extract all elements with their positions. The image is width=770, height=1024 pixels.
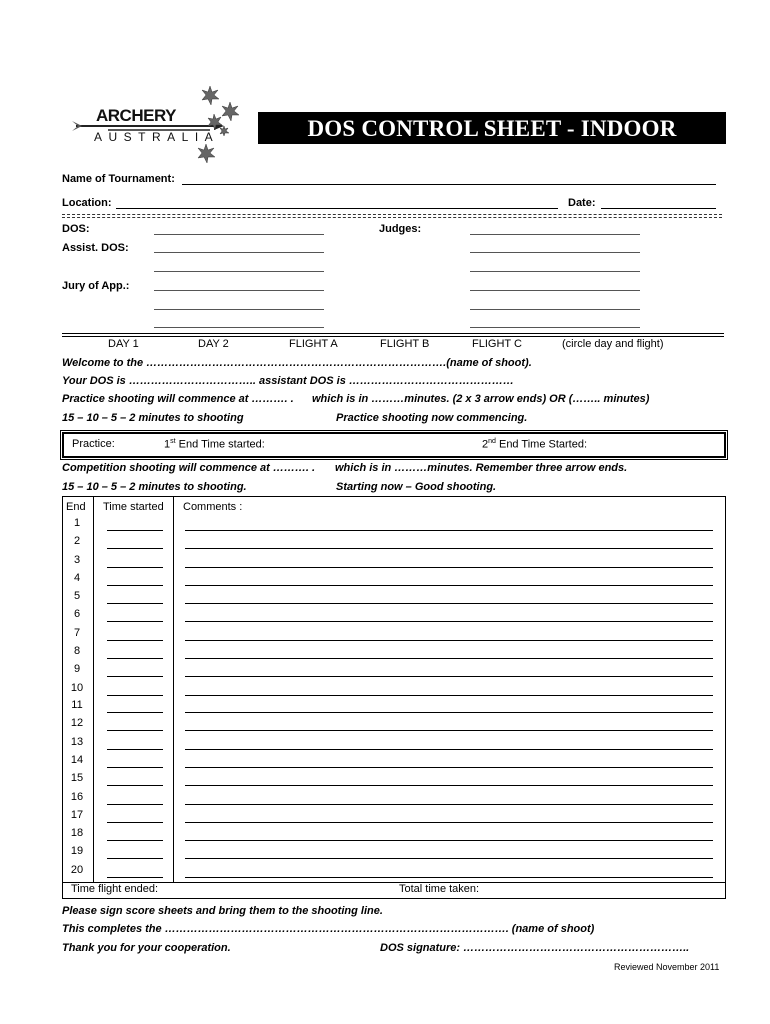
comment-field[interactable] (185, 621, 713, 622)
time-started-field[interactable] (107, 695, 163, 696)
time-started-field[interactable] (107, 749, 163, 750)
col-time-header: Time started (103, 501, 164, 513)
countdown-practice: 15 – 10 – 5 – 2 minutes to shooting (62, 412, 244, 424)
time-flight-ended[interactable]: Time flight ended: (71, 883, 159, 895)
completes-line: This completes the …………………………………………………………………………………. (name of shoot) (62, 923, 595, 935)
practice-box (62, 432, 726, 458)
end-number: 12 (70, 717, 84, 729)
end-number: 7 (73, 627, 81, 639)
practice-now-line: Practice shooting now commencing. (336, 412, 528, 424)
assist-dos-field[interactable] (154, 252, 324, 253)
judges-field[interactable] (470, 271, 640, 272)
logo-line1: ARCHERY (96, 106, 176, 125)
comp-commence-line: Competition shooting will commence at ………. . (62, 462, 316, 474)
time-started-field[interactable] (107, 804, 163, 805)
location-label: Location: (62, 197, 112, 209)
tournament-label: Name of Tournament: (62, 173, 175, 185)
circle-note: (circle day and flight) (562, 338, 664, 350)
time-started-field[interactable] (107, 658, 163, 659)
comment-field[interactable] (185, 585, 713, 586)
end-number: 4 (73, 572, 81, 584)
option-flight-a[interactable]: FLIGHT A (289, 338, 338, 350)
time-started-field[interactable] (107, 785, 163, 786)
star-icon (220, 126, 229, 136)
comment-field[interactable] (185, 785, 713, 786)
comment-field[interactable] (185, 548, 713, 549)
comment-field[interactable] (185, 877, 713, 878)
star-icon (202, 86, 219, 105)
option-day1[interactable]: DAY 1 (108, 338, 139, 350)
column-divider (173, 497, 174, 882)
end-number: 10 (70, 682, 84, 694)
comment-field[interactable] (185, 804, 713, 805)
end-number: 8 (73, 645, 81, 657)
time-started-field[interactable] (107, 840, 163, 841)
assist-dos-label: Assist. DOS: (62, 242, 129, 254)
practice-label: Practice: (72, 438, 115, 450)
time-started-field[interactable] (107, 548, 163, 549)
judges-field[interactable] (470, 234, 640, 235)
sign-line: Please sign score sheets and bring them to the shooting line. (62, 905, 383, 917)
first-sup: st (170, 438, 176, 445)
time-started-field[interactable] (107, 603, 163, 604)
judges-field[interactable] (470, 309, 640, 310)
separator (62, 217, 722, 218)
judges-field[interactable] (470, 290, 640, 291)
time-started-field[interactable] (107, 767, 163, 768)
end-number: 18 (70, 827, 84, 839)
assist-dos-field[interactable] (154, 271, 324, 272)
end-number: 2 (73, 535, 81, 547)
comment-field[interactable] (185, 695, 713, 696)
time-started-field[interactable] (107, 585, 163, 586)
dos-label: DOS: (62, 223, 90, 235)
date-label: Date: (568, 197, 596, 209)
comment-field[interactable] (185, 858, 713, 859)
first-num: 1 (164, 438, 171, 451)
end-number: 20 (70, 864, 84, 876)
end-number: 11 (71, 699, 83, 711)
column-divider (93, 497, 94, 882)
star-icon (198, 144, 215, 163)
first-end-time[interactable] (164, 438, 265, 451)
jury-field[interactable] (154, 309, 324, 310)
time-started-field[interactable] (107, 640, 163, 641)
option-day2[interactable]: DAY 2 (198, 338, 229, 350)
second-num: 2 (482, 438, 489, 451)
comment-field[interactable] (185, 840, 713, 841)
comment-field[interactable] (185, 567, 713, 568)
end-number: 13 (70, 736, 84, 748)
time-started-field[interactable] (107, 676, 163, 677)
judges-field[interactable] (470, 327, 640, 328)
time-started-field[interactable] (107, 877, 163, 878)
time-started-field[interactable] (107, 530, 163, 531)
table-footer (62, 881, 726, 899)
jury-label: Jury of App.: (62, 280, 130, 292)
jury-field[interactable] (154, 290, 324, 291)
end-number: 15 (70, 772, 84, 784)
comment-field[interactable] (185, 712, 713, 713)
comment-field[interactable] (185, 676, 713, 677)
time-started-field[interactable] (107, 858, 163, 859)
end-number: 1 (73, 517, 81, 529)
comment-field[interactable] (185, 822, 713, 823)
end-number: 6 (73, 608, 81, 620)
comment-field[interactable] (185, 603, 713, 604)
col-end-header: End (66, 501, 86, 513)
time-started-field[interactable] (107, 621, 163, 622)
your-dos-line: Your DOS is …………………………….. assistant DOS is ……………………………………… (62, 375, 514, 387)
time-started-field[interactable] (107, 730, 163, 731)
location-field[interactable] (116, 208, 558, 209)
comment-field[interactable] (185, 658, 713, 659)
first-text: End Time started: (175, 438, 265, 451)
end-number: 17 (70, 809, 84, 821)
page-title: DOS CONTROL SHEET - INDOOR (307, 116, 677, 141)
reviewed-note: Reviewed November 2011 (614, 962, 720, 972)
second-end-time[interactable] (482, 438, 587, 451)
star-icon (222, 102, 239, 121)
practice-minutes-line: which is in ………minutes. (2 x 3 arrow ends) OR (…….. minutes) (312, 393, 650, 405)
comment-field[interactable] (185, 730, 713, 731)
second-text: End Time Started: (495, 438, 588, 451)
starting-now-line: Starting now – Good shooting. (336, 481, 497, 493)
practice-commence-line: Practice shooting will commence at ………. . (62, 393, 294, 405)
logo-line2: AUSTRALIA (94, 130, 220, 144)
end-number: 3 (73, 554, 81, 566)
ends-table (62, 496, 726, 883)
time-started-field[interactable] (107, 822, 163, 823)
time-started-field[interactable] (107, 712, 163, 713)
countdown-comp: 15 – 10 – 5 – 2 minutes to shooting. (62, 481, 247, 493)
second-sup: nd (488, 438, 496, 445)
jury-field[interactable] (154, 327, 324, 328)
comment-field[interactable] (185, 767, 713, 768)
col-comments-header: Comments : (183, 501, 243, 513)
comment-field[interactable] (185, 640, 713, 641)
option-flight-b[interactable]: FLIGHT B (380, 338, 430, 350)
judges-field[interactable] (470, 252, 640, 253)
comp-minutes-line: which is in ………minutes. Remember three arrow ends. (335, 462, 628, 474)
separator (62, 214, 722, 215)
title-banner (258, 112, 726, 144)
dos-signature-line[interactable]: DOS signature: …………………………………………………….. (380, 942, 690, 954)
end-number: 9 (73, 663, 81, 675)
date-field[interactable] (601, 208, 716, 209)
separator (62, 333, 724, 337)
thanks-line: Thank you for your cooperation. (62, 942, 231, 954)
dos-field[interactable] (154, 234, 324, 235)
comment-field[interactable] (185, 530, 713, 531)
comment-field[interactable] (185, 749, 713, 750)
tournament-field[interactable] (182, 184, 716, 185)
time-started-field[interactable] (107, 567, 163, 568)
judges-label: Judges: (379, 223, 422, 235)
end-number: 19 (70, 845, 84, 857)
end-number: 14 (70, 754, 84, 766)
end-number: 5 (73, 590, 81, 602)
option-flight-c[interactable]: FLIGHT C (472, 338, 522, 350)
welcome-line: Welcome to the ……………………………………………………………………….(name of shoot). (62, 357, 532, 369)
total-time-taken[interactable]: Total time taken: (399, 883, 480, 895)
end-number: 16 (70, 791, 84, 803)
